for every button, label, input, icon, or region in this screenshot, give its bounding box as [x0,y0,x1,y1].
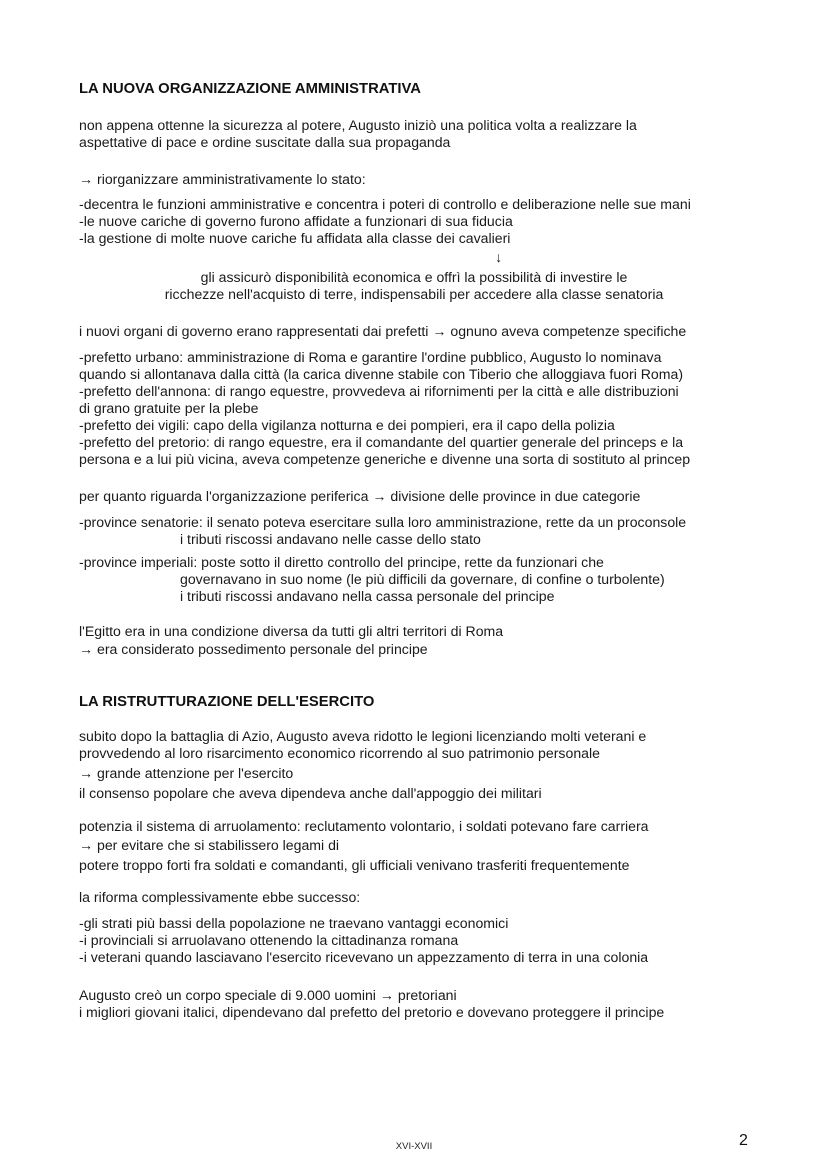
prefect-line-5: -prefetto dei vigili: capo della vigilanza notturna e dei pompieri, era il capo della polizia [79,417,615,433]
army-p1-line-2: provvedendo al loro risarcimento economico ricorrendo al suo patrimonio personale [79,745,600,761]
prefect-line-6: -prefetto del pretorio: di rango equestre, era il comandante del quartier generale del princeps e la [79,434,684,450]
army-p3-item-2: -i provinciali si arruolavano ottenendo la cittadinanza romana [79,932,459,948]
province-senatorial-line-2: i tributi riscossi andavano nelle casse dello stato [180,531,481,547]
army-p2-line-3: potere troppo forti fra soldati e comandanti, gli ufficiali venivano trasferiti frequentemente [79,857,630,873]
egypt-line-1: l'Egitto era in una condizione diversa da tutti gli altri territori di Roma [79,623,504,639]
reorg-item-2: -le nuove cariche di governo furono affidate a funzionari di sua fiducia [79,213,513,229]
army-p4-line-1: Augusto creò un corpo speciale di 9.000 uomini → pretoriani [79,987,457,1003]
province-senatorial-line-1: -province senatorie: il senato poteva esercitare sulla loro amministrazione, rette da un proconsole [79,514,687,530]
army-p2-line-1: potenzia il sistema di arruolamento: reclutamento volontario, i soldati potevano fare carriera [79,818,649,834]
prefect-line-3: -prefetto dell'annona: di rango equestre, provvedeva ai rifornimenti per la città e alle distribuzioni [79,383,679,399]
page-number: 2 [739,1132,748,1149]
organs-line: i nuovi organi di governo erano rappresentati dai prefetti → ognuno aveva competenze specifiche [79,323,687,339]
reorg-item-3: -la gestione di molte nuove cariche fu affidata alla classe dei cavalieri [79,230,511,246]
prefect-line-4: di grano gratuite per la plebe [79,400,259,416]
army-p1-line-1: subito dopo la battaglia di Azio, Augusto aveva ridotto le legioni licenziando molti veterani e [79,728,647,744]
army-p4-line-2: i migliori giovani italici, dipendevano dal prefetto del pretorio e dovevano proteggere il principe [79,1004,665,1020]
reorg-item-1: -decentra le funzioni amministrative e concentra i poteri di controllo e deliberazione nelle sue mani [79,196,691,212]
prefect-line-7: persona e a lui più vicina, aveva competenze generiche e divenne una sorta di sostituto al princep [79,451,691,467]
army-p1-line-4: il consenso popolare che aveva dipendeva anche dall'appoggio dei militari [79,785,542,801]
consequence-line-1: gli assicurò disponibilità economica e offrì la possibilità di investire le [200,269,628,285]
down-arrow: ↓ [495,249,503,265]
prefect-line-1: -prefetto urbano: amministrazione di Roma e garantire l'ordine pubblico, Augusto lo nominava [79,349,662,365]
section-heading-administration: LA NUOVA ORGANIZZAZIONE AMMINISTRATIVA [79,81,421,97]
reorg-line: → riorganizzare amministrativamente lo stato: [79,171,366,187]
province-imperial-line-3: i tributi riscossi andavano nella cassa personale del principe [180,588,555,604]
periphery-line: per quanto riguarda l'organizzazione periferica → divisione delle province in due categorie [79,488,641,504]
footer-chapter-range: XVI-XVII [395,1141,433,1152]
army-p2-line-2: → per evitare che si stabilissero legami di [79,837,340,853]
consequence-line-2: ricchezze nell'acquisto di terre, indispensabili per accedere alla classe senatoria [164,286,664,302]
army-p3-item-1: -gli strati più bassi della popolazione ne traevano vantaggi economici [79,915,509,931]
army-p3-item-3: -i veterani quando lasciavano l'esercito ricevevano un appezzamento di terra in una colonia [79,949,649,965]
province-imperial-line-2: governavano in suo nome (le più difficili da governare, di confine o turbolente) [180,571,665,587]
intro-line-2: aspettative di pace e ordine suscitate dalla sua propaganda [79,134,451,150]
army-p1-line-3: → grande attenzione per l'esercito [79,765,294,781]
army-p3-line: la riforma complessivamente ebbe successo: [79,889,361,905]
prefect-line-2: quando si allontanava dalla città (la carica divenne stabile con Tiberio che alloggiava fuori Roma) [79,366,684,382]
section-heading-army: LA RISTRUTTURAZIONE DELL'ESERCITO [79,694,375,710]
intro-line-1: non appena ottenne la sicurezza al potere, Augusto iniziò una politica volta a realizzare la [79,117,637,133]
egypt-line-2: → era considerato possedimento personale del principe [79,641,428,657]
province-imperial-line-1: -province imperiali: poste sotto il diretto controllo del principe, rette da funzionari che [79,554,604,570]
